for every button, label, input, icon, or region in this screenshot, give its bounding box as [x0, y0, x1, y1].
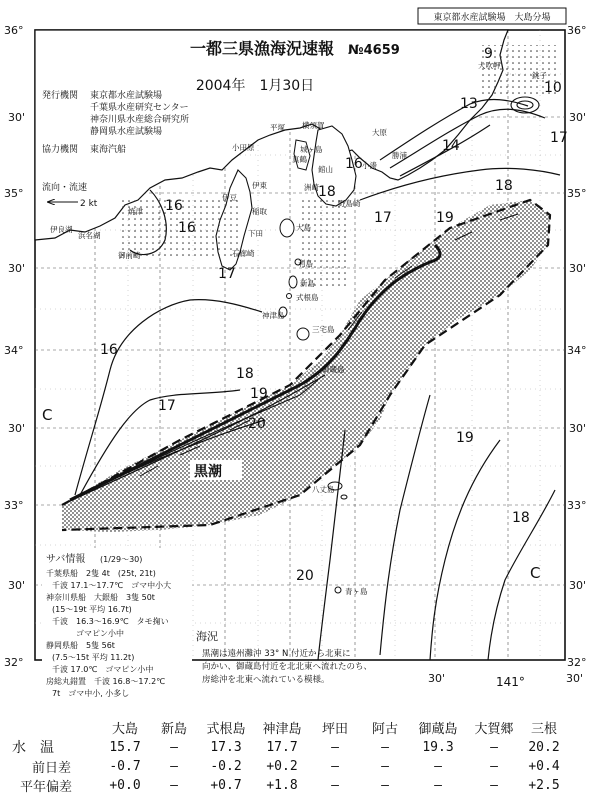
lat-label-right: 33° [567, 499, 587, 512]
place-label: 大原 [372, 128, 387, 137]
table-column-header: 阿古 [371, 722, 398, 737]
place-label: 八丈島 [312, 485, 335, 494]
place-label: 浜名湖 [78, 231, 101, 240]
place-label: 野島崎 [338, 199, 361, 208]
fishery-line: 房総丸錯置 千波 16.8〜17.2℃ [46, 677, 166, 686]
isotherm-label: 13 [460, 96, 478, 112]
table-column-header: 御蔵島 [418, 722, 458, 737]
lat-label-left: 33° [4, 499, 24, 512]
fishery-line: 神奈川県船 大銀船 3隻 50t [46, 593, 155, 602]
place-label: 小湊 [362, 161, 377, 170]
table-cell: — [331, 778, 339, 793]
place-label: 城ヶ島 [300, 145, 323, 154]
lat-label-left: 36° [4, 24, 24, 37]
place-label: 大島 [296, 223, 311, 232]
place-label: 大吹岬 [478, 61, 501, 70]
lat-label-right: 34° [567, 344, 587, 357]
report-title: 一都三県漁海況速報 [189, 39, 335, 58]
lat-label-left: 30' [8, 579, 26, 592]
lat-label-right: 32° [567, 656, 587, 669]
isotherm-label: 20 [296, 568, 314, 584]
isotherm-label: 16 [100, 342, 118, 358]
fishery-period: (1/29〜30) [100, 555, 143, 564]
table-header-row [10, 718, 566, 737]
place-label: 横須賀 [302, 121, 325, 130]
lon-label: 141° [496, 675, 525, 689]
lat-label-right: 30' [569, 579, 587, 592]
table-cell: -0.7 [109, 759, 141, 774]
table-cell: 15.7 [109, 739, 141, 755]
table-cell: — [381, 778, 389, 793]
fishery-line: 千波 16.3〜16.9℃ タモ掬い [52, 617, 169, 626]
lon-label: 30' [566, 672, 584, 685]
table-cell: — [170, 778, 178, 793]
place-label: 伊豆 [222, 193, 237, 202]
isotherm-label: 18 [512, 510, 530, 526]
table-cell: — [490, 759, 498, 774]
isotherm-label: 18 [495, 178, 513, 194]
table-cell: — [490, 739, 498, 755]
table-cell: — [381, 759, 389, 774]
fishery-info [46, 552, 171, 698]
lat-label-right: 30' [569, 111, 587, 124]
table-column-header: 神津島 [262, 722, 302, 737]
isotherm-label: 18 [236, 366, 254, 382]
place-label: 御前崎 [118, 251, 141, 260]
fishery-line: 静岡県船 5隻 56t [46, 641, 115, 650]
isotherm-label: 10 [544, 80, 562, 96]
lat-label-left: 30' [8, 422, 26, 435]
table-cell: +1.8 [266, 778, 298, 793]
place-label: 平塚 [270, 123, 285, 132]
isotherm-label: 19 [436, 210, 454, 226]
place-label: 式根島 [296, 293, 319, 302]
publishers-label: 発行機関 [42, 91, 79, 101]
commentary-line: 向かい、御蔵島付近を北北東へ流れたのち、 [202, 662, 373, 672]
place-label: 小田原 [232, 143, 255, 152]
table-cell: — [381, 739, 389, 755]
isotherm-label: 19 [456, 430, 474, 446]
place-label: 利島 [298, 259, 313, 268]
table-cell: — [331, 759, 339, 774]
table-column-header: 大島 [111, 722, 138, 737]
table-cell: +0.7 [210, 778, 242, 793]
table-column-header: 三根 [530, 722, 557, 737]
table-row [10, 757, 566, 776]
current-legend-scale: 2 kt [80, 199, 98, 209]
longitude-labels [428, 672, 583, 689]
table-row [10, 737, 566, 757]
water-mass-letter: C [530, 564, 541, 582]
isotherm-label: 20 [248, 416, 266, 432]
report-date: 2004年 1月30日 [195, 78, 315, 94]
lat-label-right: 35° [567, 187, 587, 200]
table-cell: — [490, 778, 498, 793]
commentary-line: 房総沖を北東へ流れている模様。 [202, 675, 330, 685]
table-cell: — [170, 759, 178, 774]
table-column-header: 大賀郷 [474, 722, 514, 737]
table-cell: — [434, 778, 442, 793]
publisher-3: 神奈川県水産総合研究所 [90, 115, 190, 125]
fishery-line: 千葉県船 2隻 4t (25t, 21t) [46, 569, 156, 578]
row-label: 平年偏差 [20, 780, 73, 795]
isotherm-label: 19 [250, 386, 268, 402]
lon-label: 30' [428, 672, 446, 685]
fishery-line: (7.5〜15t 平均 11.2t) [52, 653, 135, 662]
table-cell: 17.3 [210, 739, 242, 755]
isotherm-label: 18 [318, 184, 336, 200]
table-cell: 20.2 [528, 739, 560, 755]
table-column-header: 坪田 [321, 722, 348, 737]
commentary-title: 海況 [196, 630, 218, 643]
table-cell: — [170, 739, 178, 755]
table-cell: 17.7 [266, 739, 298, 755]
lat-label-right: 30' [569, 262, 587, 275]
table-cell: +0.0 [109, 778, 141, 793]
fishery-line: 千波 17.1〜17.7℃ ゴマ中小大 [52, 581, 172, 590]
fishery-line: 7t ゴマ中小, 小多し [52, 689, 130, 698]
place-label: 石廊崎 [232, 249, 255, 258]
water-mass-letter: C [42, 406, 53, 424]
table-cell: 19.3 [422, 739, 454, 755]
place-label: 三宅島 [312, 325, 335, 334]
lat-label-right: 30' [569, 422, 587, 435]
isotherm-label: 17 [218, 266, 236, 282]
table-cell: -0.2 [210, 759, 242, 774]
table-cell: +0.4 [528, 759, 560, 774]
obs-dots-boso [300, 200, 350, 290]
table-cell: +0.2 [266, 759, 298, 774]
publisher-1: 東京都水産試験場 [90, 91, 163, 101]
place-label: 下田 [248, 229, 263, 238]
place-label: 御蔵島 [322, 365, 345, 374]
place-label: 伊東 [252, 181, 267, 190]
lat-label-left: 30' [8, 111, 26, 124]
header-tag: 東京都水産試験場 大島分場 [433, 13, 551, 23]
row-label: 前日差 [32, 761, 72, 776]
place-label: 焼津 [128, 207, 143, 216]
isotherm-label: 17 [158, 398, 176, 414]
table-cell: — [434, 759, 442, 774]
isotherm-label: 9 [484, 46, 493, 62]
fishery-title: サバ情報 [46, 554, 86, 565]
isotherm-label: 16 [178, 220, 196, 236]
place-label: 勝浦 [392, 151, 407, 160]
lat-label-left: 35° [4, 187, 24, 200]
place-label: 洲崎 [304, 183, 319, 192]
publisher-4: 静岡県水産試験場 [90, 127, 163, 137]
isotherm-label: 16 [345, 156, 363, 172]
place-label: 新島 [300, 279, 315, 288]
place-label: 真鶴 [292, 155, 307, 164]
fishery-line: (15〜19t 平均 16.7t) [52, 605, 132, 614]
table-cell: +2.5 [528, 778, 560, 793]
lat-label-left: 34° [4, 344, 24, 357]
fishery-line: 千波 17.0℃ ゴマピン小中 [52, 665, 154, 674]
issue-number: №4659 [348, 43, 400, 58]
table-column-header: 新島 [160, 722, 187, 737]
place-label: 銚子 [532, 71, 547, 80]
place-label: 館山 [318, 165, 333, 174]
water-temperature-table [0, 718, 600, 800]
place-label: 稲取 [252, 207, 267, 216]
lat-label-left: 30' [8, 262, 26, 275]
lat-label-right: 36° [567, 24, 587, 37]
publisher-2: 千葉県水産研究センター [90, 103, 189, 113]
isotherm-label: 16 [165, 198, 183, 214]
commentary-line: 黒潮は遠州灘沖 33° N 付近から北東に [202, 649, 351, 659]
coop-label: 協力機関 [42, 145, 79, 155]
place-label: 青ヶ島 [345, 587, 368, 596]
isotherm-label: 17 [550, 130, 568, 146]
kuroshio-label: 黒潮 [194, 464, 222, 480]
isotherm-label: 17 [374, 210, 392, 226]
lat-label-left: 32° [4, 656, 24, 669]
coop-org: 東海汽船 [90, 145, 127, 155]
place-label: 伊良湖 [50, 225, 73, 234]
place-label: 神津島 [262, 311, 285, 320]
sea-commentary [196, 629, 372, 685]
isotherm-label: 14 [442, 138, 460, 154]
fishery-line: ゴマピン小中 [52, 629, 124, 638]
table-row [10, 776, 566, 795]
current-legend-title: 流向・流速 [42, 183, 88, 193]
row-label: 水 温 [12, 740, 54, 756]
table-cell: — [331, 739, 339, 755]
table-column-header: 式根島 [206, 722, 246, 737]
